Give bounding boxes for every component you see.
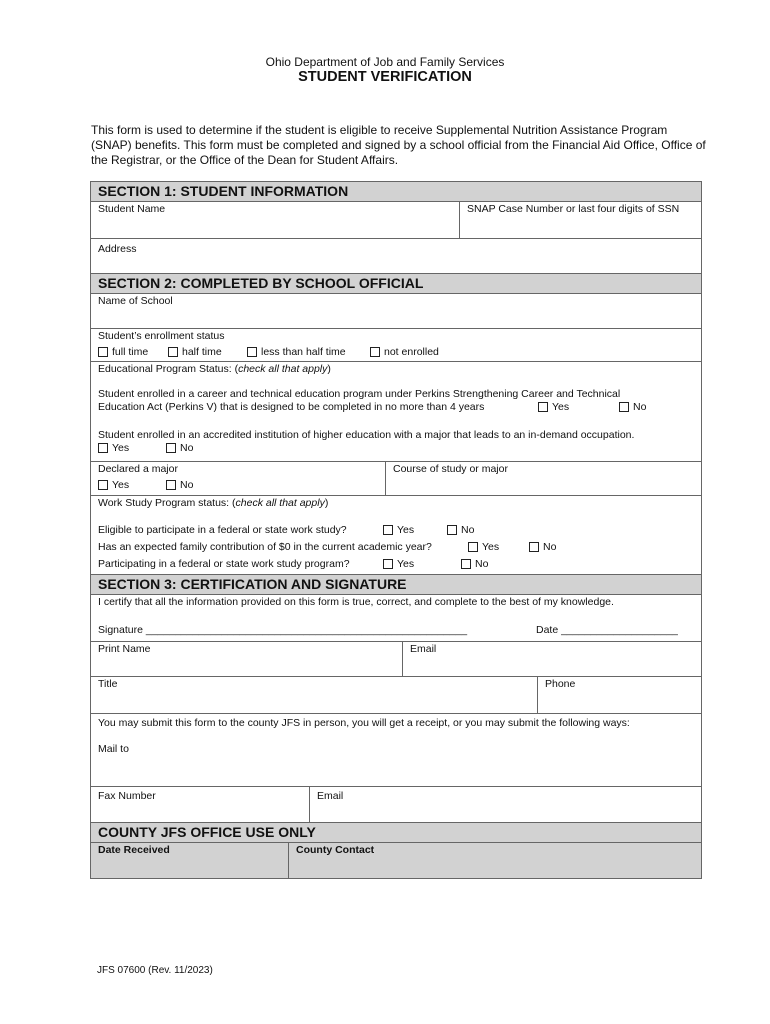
page-title: STUDENT VERIFICATION [298, 69, 472, 85]
title-label: Title [98, 678, 118, 690]
address-field[interactable] [91, 239, 701, 273]
student-name-row [91, 202, 701, 239]
county-contact-label: County Contact [296, 844, 375, 856]
ws-eligible-no-option[interactable]: No [447, 524, 474, 536]
major-yes-option[interactable]: Yes [98, 479, 129, 491]
work-study-label: Work Study Program status: (check all that apply) [98, 497, 329, 509]
agency-name: Ohio Department of Job and Family Services [265, 55, 505, 69]
ws-efc-text: Has an expected family contribution of $0 in the current academic year? [98, 541, 432, 553]
ws-efc-no-option[interactable]: No [529, 541, 556, 553]
form-number: JFS 07600 (Rev. 11/2023) [97, 965, 213, 976]
county-heading: COUNTY JFS OFFICE USE ONLY [91, 823, 701, 843]
email-label: Email [410, 643, 437, 655]
checkbox[interactable] [166, 480, 176, 490]
section3-heading: SECTION 3: CERTIFICATION AND SIGNATURE [91, 575, 701, 595]
edu-status-label: Educational Program Status: (check all that apply) [98, 363, 331, 375]
date-received-field[interactable] [91, 843, 288, 878]
signature-line[interactable]: Signature _______________________________________________________ [98, 624, 468, 636]
student-name-field[interactable] [91, 202, 459, 238]
major-row [91, 462, 701, 496]
perkins-no-option[interactable]: No [619, 401, 646, 413]
in-demand-no-option[interactable]: No [166, 442, 193, 454]
fax-label: Fax Number [98, 790, 156, 802]
course-of-study-label: Course of study or major [393, 463, 508, 475]
fax-field[interactable] [91, 787, 309, 822]
section2-heading: SECTION 2: COMPLETED BY SCHOOL OFFICIAL [91, 274, 701, 294]
mail-to-label: Mail to [98, 743, 129, 755]
in-demand-line: Student enrolled in an accredited institution of higher education with a major that leads to an in-demand occupation. [98, 429, 635, 441]
print-name-field[interactable] [91, 642, 402, 676]
checkbox[interactable] [468, 542, 478, 552]
student-name-label: Student Name [98, 203, 166, 215]
perkins-yes-option[interactable]: Yes [538, 401, 569, 413]
phone-field[interactable] [537, 677, 701, 713]
ws-participating-yes-option[interactable]: Yes [383, 558, 414, 570]
enrollment-status-block [91, 329, 701, 362]
address-row [91, 239, 701, 274]
perkins-line1: Student enrolled in a career and technical education program under Perkins Strengthening Career and Technical [98, 388, 621, 400]
verification-form [90, 181, 702, 879]
checkbox[interactable] [529, 542, 539, 552]
title-field[interactable] [91, 677, 537, 713]
school-name-field[interactable] [91, 294, 701, 328]
ws-eligible-text: Eligible to participate in a federal or state work study? [98, 524, 347, 536]
phone-label: Phone [545, 678, 576, 690]
ws-efc-yes-option[interactable]: Yes [468, 541, 499, 553]
email2-label: Email [317, 790, 344, 802]
intro-paragraph: This form is used to determine if the student is eligible to receive Supplemental Nutrition Assistance Program (SNAP) benefits. This form must be completed and signed by a school official from the Financial Aid Office, Office of the Registrar, or the Office of the Dean for Student Affairs. [91, 123, 706, 167]
checkbox[interactable] [447, 525, 457, 535]
email2-field[interactable] [309, 787, 701, 822]
in-demand-yes-option[interactable]: Yes [98, 442, 129, 454]
declared-major-field [91, 462, 385, 495]
checkbox[interactable] [383, 525, 393, 535]
enrollment-label: Student’s enrollment status [98, 330, 225, 342]
fax-row [91, 787, 701, 823]
checkbox[interactable] [461, 559, 471, 569]
date-received-label: Date Received [98, 844, 170, 856]
submit-block [91, 714, 701, 787]
major-no-option[interactable]: No [166, 479, 193, 491]
snap-case-field[interactable] [459, 202, 701, 238]
enroll-not-option[interactable]: not enrolled [370, 346, 439, 358]
checkbox[interactable] [98, 347, 108, 357]
school-name-row [91, 294, 701, 329]
checkbox[interactable] [247, 347, 257, 357]
address-label: Address [98, 243, 137, 255]
checkbox[interactable] [166, 443, 176, 453]
school-name-label: Name of School [98, 295, 173, 307]
checkbox[interactable] [370, 347, 380, 357]
certify-text: I certify that all the information provided on this form is true, correct, and complete to the best of my knowledge. [98, 596, 614, 608]
checkbox[interactable] [98, 480, 108, 490]
enroll-full-option[interactable]: full time [98, 346, 148, 358]
print-name-row [91, 641, 701, 677]
ws-participating-text: Participating in a federal or state work study program? [98, 558, 350, 570]
checkbox[interactable] [538, 402, 548, 412]
declared-major-label: Declared a major [98, 463, 178, 475]
enroll-less-option[interactable]: less than half time [247, 346, 346, 358]
work-study-block [91, 496, 701, 575]
title-row [91, 677, 701, 714]
course-of-study-field[interactable] [385, 462, 701, 495]
county-contact-field[interactable] [288, 843, 701, 878]
snap-case-label: SNAP Case Number or last four digits of SSN [467, 203, 680, 215]
educational-program-block [91, 362, 701, 462]
submit-text: You may submit this form to the county JFS in person, you will get a receipt, or you may submit the following ways: [98, 717, 630, 729]
certification-block [91, 595, 701, 641]
county-row [91, 843, 701, 878]
email-field[interactable] [402, 642, 701, 676]
checkbox[interactable] [383, 559, 393, 569]
checkbox[interactable] [98, 443, 108, 453]
ws-eligible-yes-option[interactable]: Yes [383, 524, 414, 536]
section1-heading: SECTION 1: STUDENT INFORMATION [91, 182, 701, 202]
print-name-label: Print Name [98, 643, 151, 655]
ws-participating-no-option[interactable]: No [461, 558, 488, 570]
date-line[interactable]: Date ____________________ [536, 624, 678, 636]
checkbox[interactable] [168, 347, 178, 357]
checkbox[interactable] [619, 402, 629, 412]
perkins-line2: Education Act (Perkins V) that is designed to be completed in no more than 4 years [98, 401, 485, 413]
enroll-half-option[interactable]: half time [168, 346, 222, 358]
